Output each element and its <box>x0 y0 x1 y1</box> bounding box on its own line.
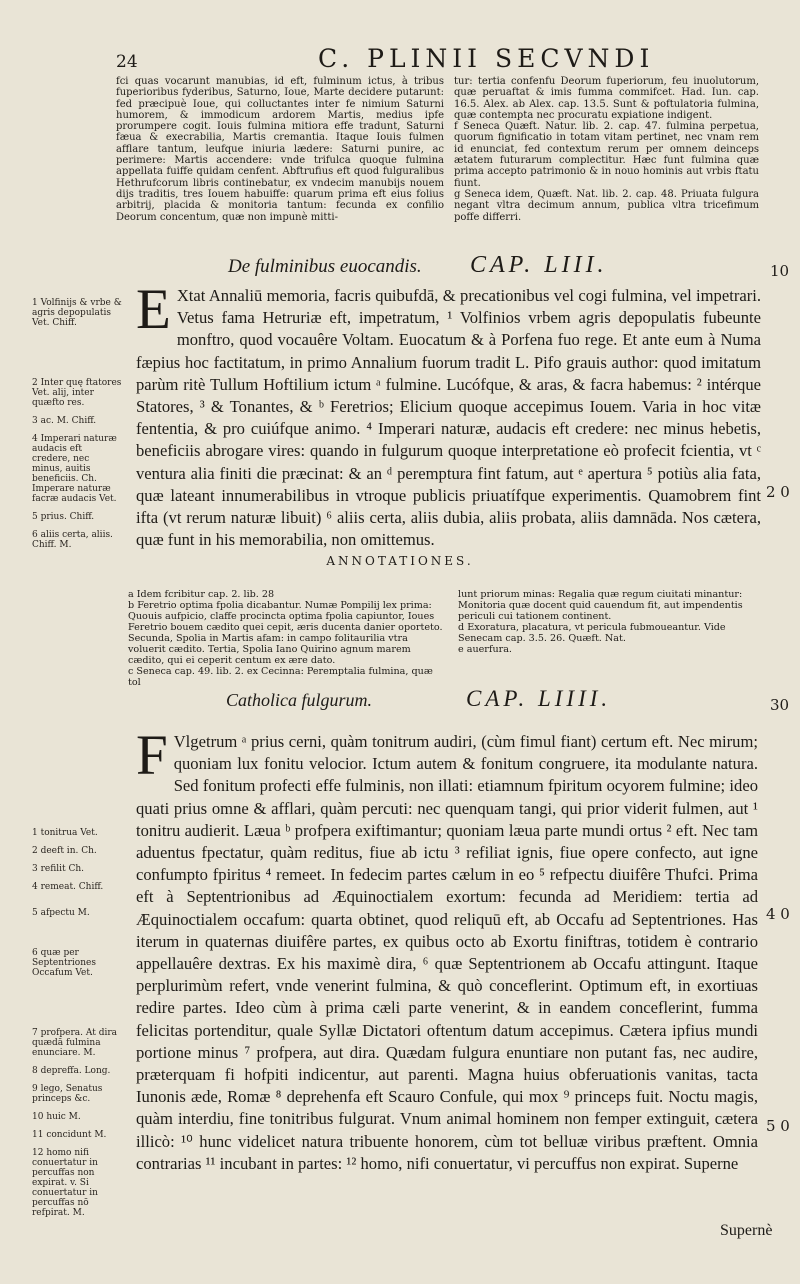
line-number: 4 0 <box>766 905 790 923</box>
page-number: 24 <box>116 52 138 72</box>
annotations-heading: ANNOTATIONES. <box>326 554 474 568</box>
top-note-left: fci quas vocarunt manubias, id eft, fulminum ictus, à tribus fuperioribus fyderibus, Saturno, Ioue, Marte decidere putarunt: fed præcipuè Ioue, qui colluctantes inter fe nimium Saturni humorem, & immodicum ardorem Martis, medius ipfe prorumpere cogit. Iouis fulmina mitiora effe tradunt, Saturni fæua & execrabilia, Martis cremantia. Itaque Iouis fulmen afflare tantum, leufque iniuria lædere: Saturni punire, ac perimere: Martis accendere: vnde trifulca quoque fulmina appellata fuiffe quidam cenfent. Abftrufius eft quod fulguralibus Hethrufcorum libris continebatur, ex vndecim manubijs nouem dijs traditis, tres Iouem habuiffe: quarum prima eft eius folius arbitrij, placida & monitoria tantum: fecunda ex confilio Deorum concentum, quæ non impunè mitti- <box>116 76 444 223</box>
side-note: 3 refilit Ch. <box>32 864 84 874</box>
top-note-right-1: tur: tertia confenfu Deorum fuperiorum, feu inuolutorum, quæ peruaftat & imis fumma commifcet. Had. Iun. cap. 16.5. Alex. ab Alex. cap. 13.5. Sunt & poftulatoria fulmina, quæ contempta nec procuratu expiatione indigent. <box>454 76 759 121</box>
line-number: 5 0 <box>766 1117 790 1135</box>
chapter-53-number: CAP. LIII. <box>470 252 608 278</box>
side-note: 1 Volfinijs & vrbe & agris depopulatis Vet. Chiff. <box>32 298 122 328</box>
annotation: d Exoratura, placatura, vt pericula fubmoueantur. Vide Senecam cap. 3.5. 26. Quæft. Nat. <box>458 622 726 644</box>
chapter-54-title: Catholica fulgurum. <box>226 690 373 710</box>
side-note: 5 prius. Chiff. <box>32 512 95 522</box>
top-note-right-3: g Seneca idem, Quæft. Nat. lib. 2. cap. 48. Priuata fulgura negant vltra decimum annum, publica vltra tricefimum poffe differri. <box>454 188 759 223</box>
chapter-54-number: CAP. LIIII. <box>466 686 612 711</box>
drop-cap: E <box>136 278 171 341</box>
catchword: Supernè <box>720 1222 773 1239</box>
side-note: 6 quæ per Septentriones Occafum Vet. <box>32 948 96 978</box>
running-title: C. PLINII SECVNDI <box>318 44 655 73</box>
side-note: 1 tonitrua Vet. <box>32 828 98 838</box>
line-number: 2 0 <box>766 483 790 501</box>
annotation: b Feretrio optima fpolia dicabantur. Numæ Pompilij lex prima: Quouis aufpicio, claffe procincta optima fpolia capiuntor, Ioues Feretrio bouem cædito quei cepit, æris ducenta danier oporteto. Secunda, Spolia in Martis afam: in campo folitaurilia vtra voluerit cædito. Tertia, Spolia Iano Quirino agnum marem cædito, qui ei ceperit centum ex ære dato. <box>128 600 443 666</box>
chapter-53-paragraph: Xtat Annaliū memoria, facris quibufdā, & precationibus vel cogi fulmina, vel impetrari. Vetus fama Hetruriæ eft, impetratum, ¹ Volfinios vrbem agris depopulatis fubeunte monftro, quod vocauêre Voltam. Euocatum & à Porfena fuo rege. Et ante eum à Numa fæpius hoc factitatum, in primo Annalium fuorum tradit L. Pifo grauis author: quod imitatum parùm ritè Tullum Hoftilium ictum ᵃ fulmine. Lucófque, & aras, & facra habemus: ² intérque Statores, ³ & Tonantes, & ᵇ Feretrios; Elicium quoque accepimus Iouem. Varia in hoc vitæ fententia, & pro cuiúfque animo. ⁴ Imperari naturæ, audacis eft credere: nec minus hebetis, beneficiis abrogare vires: quando in fulgurum quoque interpretatione eò profecit fcientia, vt ᶜ ventura alia finiti die præcinat: & an ᵈ peremptura fint fatum, aut ᵉ apertura ⁵ potiùs alia fata, quæ lateant innumerabilibus in vtroque publicis priuatífque experimentis. Quamobrem fint ifta (vt rerum naturæ libuit) ⁶ aliis certa, aliis dubia, aliis probata, aliis damnāda. Nos cætera, quæ funt in his memorabilia, non omittemus. <box>136 286 761 550</box>
annotation: a Idem fcribitur cap. 2. lib. 28 <box>128 589 275 600</box>
side-note: 9 lego, Senatus princeps &c. <box>32 1084 103 1104</box>
side-note: 4 Imperari naturæ audacis eft credere, nec minus, auitis beneficiis. Ch. Imperare naturæ facræ audacis Vet. <box>32 434 117 504</box>
annotation: c Seneca cap. 49. lib. 2. ex Cecinna: Peremptalia fulmina, quæ tol <box>128 666 433 688</box>
running-head <box>0 44 800 74</box>
side-note: 8 depreffa. Long. <box>32 1066 111 1076</box>
line-number: 10 <box>770 262 790 280</box>
chapter-53-text <box>136 278 761 551</box>
drop-cap: F <box>136 724 168 787</box>
chapter-53-title: De fulminibus euocandis. <box>228 256 422 277</box>
side-note: 2 Inter quę ftatores Vet. alij, inter quæfto res. <box>32 378 122 408</box>
side-note: 11 concidunt M. <box>32 1130 107 1140</box>
side-notes-1 <box>32 298 122 558</box>
side-note: 2 deeft in. Ch. <box>32 846 97 856</box>
line-number: 30 <box>770 696 790 714</box>
side-note: 7 profpera. At dira quædā fulmina enunciare. M. <box>32 1028 118 1058</box>
chapter-54-paragraph: Vlgetrum ᵃ prius cerni, quàm tonitrum audiri, (cùm fimul fiant) certum eft. Nec mirum; quoniam lux fonitu velocior. Ictum autem & fonitum congruere, ita modulante natura. Sed fonitum profecti effe fulminis, non illati: etiamnum fpiritum ocyorem fulmine; ideo quati prius omne & afflari, quàm percuti: nec quenquam tangi, qui prior viderit fulmen, aut ¹ tonitru audierit. Læua ᵇ profpera exiftimantur; quoniam læua parte mundi ortus ² eft. Nec tam aduentus fpectatur, quàm reditus, fiue ab ictu ³ refiliat ignis, fiue opere confecto, aut igne confumpto fpiritus ⁴ remeet. In fedecim partes cælum in eo ⁵ refpectu diuifêre Thufci. Prima eft à Septentrionibus ad Æquinoctialem exortum: fecunda ad Meridiem: tertia ad Æquinoctialem occafum: quarta obtinet, quod reliquū eft, ab Occafu ad Septentriones. Has iterum in quaternas diuifêre partes, ex quibus octo ab Exortu finiftras, totidem è contrario appellauêre dextras. Ex his maximè dira, ⁶ quæ Septentrionem ab Occafu attingunt. Itaque perplurimùm refert, vnde venerint fulmina, & quò conceflerint. Optimum eft, in exortiuas redire partes. Ideo cùm à prima cæli parte venerint, & in eandem conceflerint, fumma felicitas portenditur, quale Syllæ Dictatori oftentum datum accepimus. Cætera ipfius mundi portione minus ⁷ profpera, aut dira. Quædam fulgura enuntiare non putant fas, nec audire, præterquam fi hofpiti indicentur, aut parenti. Magna huius obferuationis vanitas, tacta Iunonis æde, Romæ ⁸ deprehenfa eft Scauro Confule, qui mox ⁹ princeps fuit. Noctu magis, quàm interdiu, fine tonitribus fulgurat. Vnum animal hominem non femper extinguit, cætera illicò: ¹⁰ hunc videlicet natura tribuente honorem, cùm tot belluæ viribus præftent. Omnia contrarias ¹¹ incubant in partes: ¹² homo, nifi conuertatur, vi percuffus non expirat. Superne <box>136 732 758 1173</box>
chapter-54-text <box>136 724 758 1175</box>
top-note-right-2: f Seneca Quæft. Natur. lib. 2. cap. 47. fulmina perpetua, quorum fignificatio in totam vitam pertinet, nec vnam rem id enunciat, fed contextum rerum per omnem deinceps ætatem futurarum complectitur. Hæc funt fulmina quæ prima accepto patrimonio & in nouo hominis aut vrbis ftatu fiunt. <box>454 121 759 189</box>
annotation: e auerfura. <box>458 644 512 655</box>
side-note: 10 huic M. <box>32 1112 81 1122</box>
side-note: 6 aliis certa, aliis. Chiff. M. <box>32 530 113 550</box>
side-note: 3 ac. M. Chiff. <box>32 416 97 426</box>
annotation: lunt priorum minas: Regalia quæ regum ciuitati minantur: Monitoria quæ docent quid cauendum fit, aut impendentis periculi cui tationem continent. <box>458 589 743 622</box>
side-note: 5 afpectu M. <box>32 908 90 918</box>
side-note: 4 remeat. Chiff. <box>32 882 104 892</box>
side-notes-2 <box>32 828 122 1226</box>
side-note: 12 homo nifi conuertatur in percuffas non expirat. v. Si conuertatur in percuffas nō refpirat. M. <box>32 1148 98 1218</box>
